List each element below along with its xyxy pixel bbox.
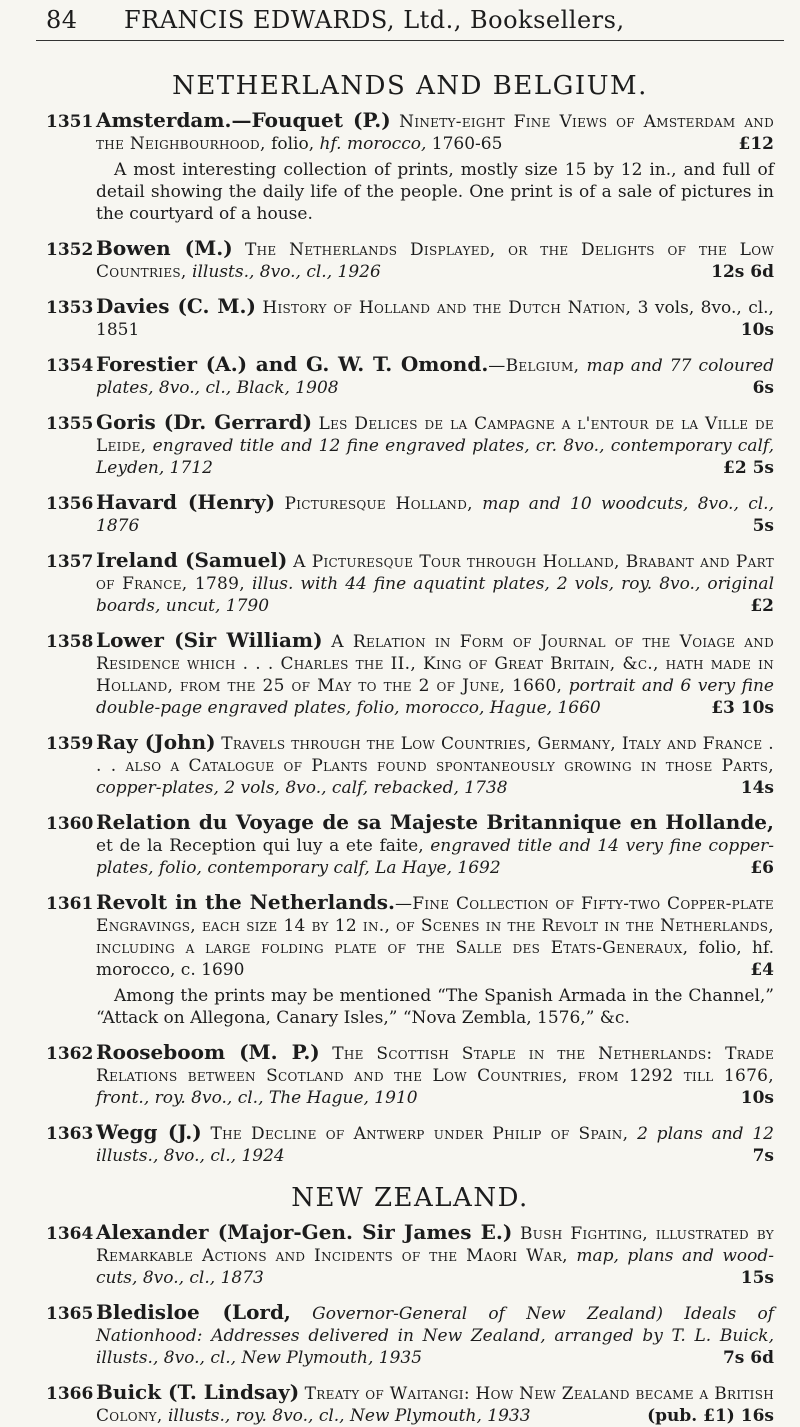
lot-number: 1355	[46, 414, 94, 434]
lot-number: 1362	[46, 1044, 94, 1064]
entry-title: Travels through the Low Countries, Germany, Italy and France . . . also a Catalogue of Plants found spontaneously growing in those Parts,	[96, 734, 774, 776]
entry-details: portrait and 6 very fine double-page engraved plates, folio, morocco, Hague, 1660	[96, 676, 774, 718]
entry-details: folio, hf. morocco, c. 1690	[96, 938, 774, 980]
entry-details: map and 10 woodcuts, 8vo., cl., 1876	[96, 494, 774, 536]
catalogue-entry	[46, 549, 774, 617]
lot-number: 1360	[46, 814, 94, 834]
catalogue-entry	[46, 353, 774, 399]
catalogue-entry	[46, 237, 774, 283]
lot-number: 1357	[46, 552, 94, 572]
catalogue-entry	[46, 411, 774, 479]
entry-price: 6s	[752, 378, 774, 398]
entry-title: —Fine Collection of Fifty-two Copper-plate Engravings, each size 14 by 12 in., of Scenes in the Revolt in the Netherlands, including a large folding plate of the Salle des Etats-Generaux,	[96, 894, 774, 958]
entry-author: Alexander (Major-Gen. Sir James E.)	[96, 1220, 513, 1244]
entry-price: £12	[738, 134, 774, 154]
entry-price: 15s	[740, 1268, 774, 1288]
entry-title: History of Holland and the Dutch Nation,	[262, 298, 632, 318]
entry-author: Bledisloe (Lord,	[96, 1300, 291, 1324]
section-heading-new-zealand: NEW ZEALAND.	[291, 1183, 529, 1213]
entry-author: Davies (C. M.)	[96, 294, 256, 318]
entry-details: engraved title and 14 very fine copper-plates, folio, contemporary calf, La Haye, 1692	[96, 836, 775, 878]
catalogue-entry	[46, 491, 774, 537]
entry-details: folio,	[271, 134, 315, 154]
entry-author: Ray (John)	[96, 730, 216, 754]
entry-price: (pub. £1) 16s	[647, 1406, 774, 1426]
entry-title: Les Delices de la Campagne a l'entour de la Ville de Leide,	[96, 414, 774, 456]
catalogue-entry	[46, 1301, 774, 1369]
running-title: FRANCIS EDWARDS, Ltd., Booksellers,	[124, 6, 625, 34]
entry-author: Amsterdam.—Fouquet (P.)	[96, 108, 391, 132]
entry-author: Bowen (M.)	[96, 236, 233, 260]
entry-binding: hf. morocco,	[319, 134, 427, 154]
entry-author: Goris (Dr. Gerrard)	[96, 410, 313, 434]
lot-number: 1352	[46, 240, 94, 260]
lot-number: 1366	[46, 1384, 94, 1404]
entry-price: £4	[750, 960, 774, 980]
lot-number: 1353	[46, 298, 94, 318]
lot-number: 1359	[46, 734, 94, 754]
entry-price: £2 5s	[723, 458, 774, 478]
entry-author: Lower (Sir William)	[96, 628, 323, 652]
section-heading-netherlands: NETHERLANDS AND BELGIUM.	[172, 71, 648, 101]
entry-author: Buick (T. Lindsay)	[96, 1380, 300, 1404]
lot-number: 1364	[46, 1224, 94, 1244]
entry-price: 7s 6d	[722, 1348, 774, 1368]
entry-title: A Relation in Form of Journal of the Voiage and Residence which . . . Charles the II., King of Great Britain, &c., hath made in Holland, from the 25 of May to the 2 of June, 1660,	[96, 632, 774, 696]
entry-details: 2 plans and 12 illusts., 8vo., cl., 1924	[96, 1124, 774, 1166]
entry-author: Revolt in the Netherlands.	[96, 890, 395, 914]
entry-title: et de la Reception qui luy a ete faite,	[96, 836, 424, 856]
lot-number: 1361	[46, 894, 94, 914]
entry-note: A most interesting collection of prints, mostly size 15 by 12 in., and full of detail showing the daily life of the people. One print is of a sale of pictures in the courtyard of a house.	[96, 160, 774, 224]
catalogue-entry	[46, 295, 774, 341]
entry-title: The Scottish Staple in the Netherlands: Trade Relations between Scotland and the Low Countries, from 1292 till 1676,	[96, 1044, 775, 1086]
lot-number: 1356	[46, 494, 94, 514]
catalogue-entry	[46, 629, 774, 719]
running-header	[36, 0, 784, 41]
entry-details: copper-plates, 2 vols, 8vo., calf, rebacked, 1738	[96, 778, 508, 798]
entry-title: Governor-General of New Zealand) Ideals of Nationhood: Addresses delivered in New Zealand, arranged by T. L. Buick,	[96, 1304, 775, 1346]
entry-title: Picturesque Holland,	[284, 494, 473, 514]
lot-number: 1358	[46, 632, 94, 652]
entry-details: map and 77 coloured plates, 8vo., cl., Black, 1908	[96, 356, 774, 398]
lot-number: 1354	[46, 356, 94, 376]
entry-title: —Belgium,	[488, 356, 580, 376]
entry-details: 3 vols, 8vo., cl., 1851	[96, 298, 774, 340]
entry-price: 14s	[740, 778, 774, 798]
entry-title: A Picturesque Tour through Holland, Brabant and Part of France, 1789,	[96, 552, 775, 594]
entry-price: £2	[750, 596, 774, 616]
entry-author: Rooseboom (M. P.)	[96, 1040, 320, 1064]
entry-title: The Netherlands Displayed, or the Delights of the Low Countries,	[96, 240, 775, 282]
catalogue-entry	[46, 1221, 774, 1289]
page-number: 84	[46, 6, 78, 34]
entry-price: 10s	[740, 1088, 774, 1108]
entry-price: 12s 6d	[711, 262, 774, 282]
entry-author: Havard (Henry)	[96, 490, 276, 514]
lot-number: 1365	[46, 1304, 94, 1324]
entry-author: Relation du Voyage de sa Majeste Britannique en Hollande,	[96, 810, 774, 834]
catalogue-entry	[46, 731, 774, 799]
entry-title: Bush Fighting, illustrated by Remarkable Actions and Incidents of the Maori War,	[96, 1224, 775, 1266]
entry-title: Treaty of Waitangi: How New Zealand became a British Colony,	[96, 1384, 774, 1426]
lot-number: 1363	[46, 1124, 94, 1144]
entry-price: £6	[750, 858, 774, 878]
entry-price: 7s	[752, 1146, 774, 1166]
entry-price: 5s	[752, 516, 774, 536]
entry-details: illusts., 8vo., cl., New Plymouth, 1935	[96, 1348, 423, 1368]
entry-details: illusts., 8vo., cl., 1926	[192, 262, 381, 282]
catalogue-entry	[46, 1041, 774, 1109]
entry-author: Ireland (Samuel)	[96, 548, 288, 572]
catalogue-entry	[46, 1381, 774, 1427]
entry-date: 1760-65	[431, 134, 503, 154]
entry-details: illus. with 44 fine aquatint plates, 2 vols, roy. 8vo., original boards, uncut, 1790	[96, 574, 775, 616]
entry-author: Forestier (A.) and G. W. T. Omond.	[96, 352, 489, 376]
entry-title: Ninety-eight Fine Views of Amsterdam and the Neighbourhood,	[96, 112, 775, 154]
entry-details: illusts., roy. 8vo., cl., New Plymouth, 1933	[167, 1406, 531, 1426]
entry-price: £3 10s	[711, 698, 774, 718]
entry-details: engraved title and 12 fine engraved plates, cr. 8vo., contemporary calf, Leyden, 1712	[96, 436, 774, 478]
entry-details: map, plans and wood-cuts, 8vo., cl., 1873	[96, 1246, 775, 1288]
entry-author: Wegg (J.)	[96, 1120, 202, 1144]
catalogue-entry	[46, 811, 774, 879]
entry-note: Among the prints may be mentioned “The Spanish Armada in the Channel,” “Attack on Allegona, Canary Isles,” “Nova Zembla, 1576,” &c.	[96, 986, 774, 1028]
catalogue-entry	[46, 109, 774, 155]
lot-number: 1351	[46, 112, 94, 132]
catalogue-entry	[46, 1121, 774, 1167]
entry-price: 10s	[740, 320, 774, 340]
entry-details: front., roy. 8vo., cl., The Hague, 1910	[96, 1088, 418, 1108]
entry-title: The Decline of Antwerp under Philip of Spain,	[210, 1124, 629, 1144]
catalogue-entry	[46, 891, 774, 981]
